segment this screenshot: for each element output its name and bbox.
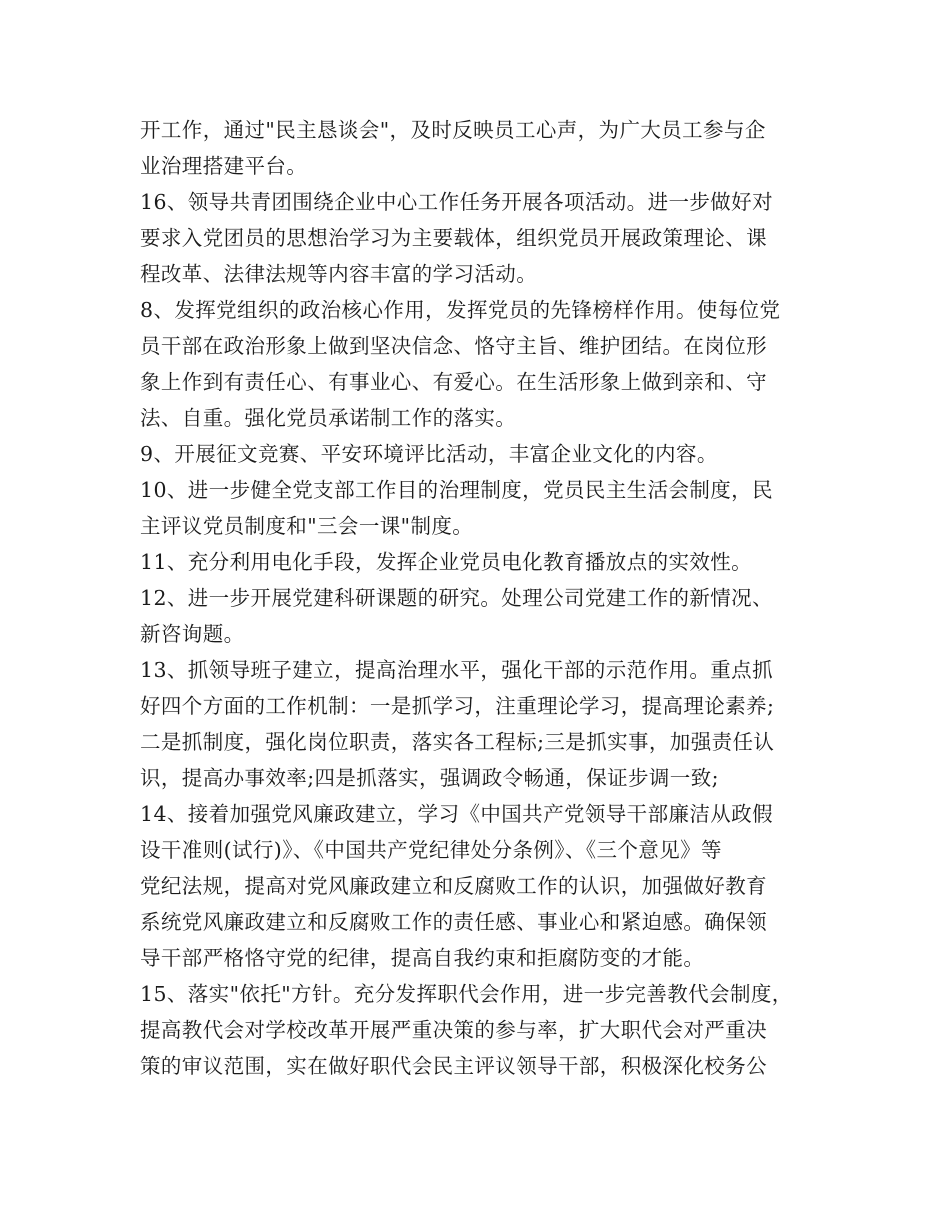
text-line: 员干部在政治形象上做到坚决信念、恪守主旨、维护团结。在岗位形	[140, 334, 767, 358]
text-line: 要求入党团员的思想治学习为主要载体，组织党员开展政策理论、课	[140, 226, 767, 250]
text-line: 新咨询题。	[140, 622, 245, 646]
text-line: 11、充分利用电化手段，发挥企业党员电化教育播放点的实效性。	[140, 550, 753, 574]
text-line: 12、进一步开展党建科研课题的研究。处理公司党建工作的新情况、	[140, 586, 773, 610]
text-line: 8、发挥党组织的政治核心作用，发挥党员的先锋榜样作用。使每位党	[140, 298, 781, 322]
text-line: 策的审议范围，实在做好职代会民主评议领导干部，积极深化校务公	[140, 1054, 767, 1078]
document-body	[140, 112, 830, 1084]
text-line: 提高教代会对学校改革开展严重决策的参与率，扩大职代会对严重决	[140, 1018, 767, 1042]
text-line: 主评议党员制度和"三会一课"制度。	[140, 514, 474, 538]
text-line: 10、进一步健全党支部工作目的治理制度，党员民主生活会制度，民	[140, 478, 773, 502]
text-line: 开工作，通过"民主恳谈会"，及时反映员工心声，为广大员工参与企	[140, 118, 766, 142]
text-line: 识，提高办事效率;四是抓落实，强调政令畅通，保证步调一致;	[140, 766, 719, 790]
text-line: 16、领导共青团围绕企业中心工作任务开展各项活动。进一步做好对	[140, 190, 773, 214]
text-line: 象上作到有责任心、有事业心、有爱心。在生活形象上做到亲和、守	[140, 370, 767, 394]
text-line: 系统党风廉政建立和反腐败工作的责任感、事业心和紧迫感。确保领	[140, 910, 767, 934]
text-line: 好四个方面的工作机制：一是抓学习，注重理论学习，提高理论素养;	[140, 694, 775, 718]
text-line: 导干部严格恪守党的纪律，提高自我约束和拒腐防变的才能。	[140, 946, 705, 970]
text-line: 13、抓领导班子建立，提高治理水平，强化干部的示范作用。重点抓	[140, 658, 773, 682]
text-line: 法、自重。强化党员承诺制工作的落实。	[140, 406, 517, 430]
text-line: 设干准则(试行)》、《中国共产党纪律处分条例》、《三个意见》等	[140, 838, 722, 862]
text-line: 9、开展征文竞赛、平安环境评比活动，丰富企业文化的内容。	[140, 442, 718, 466]
text-line: 15、落实"依托"方针。充分发挥职代会作用，进一步完善教代会制度，	[140, 982, 793, 1006]
text-line: 二是抓制度，强化岗位职责，落实各工程标;三是抓实事，加强责任认	[140, 730, 775, 754]
text-line: 业治理搭建平台。	[140, 154, 308, 178]
text-line: 14、接着加强党风廉政建立，学习《中国共产党领导干部廉洁从政假	[140, 802, 773, 826]
text-line: 程改革、法律法规等内容丰富的学习活动。	[140, 262, 538, 286]
text-line: 党纪法规，提高对党风廉政建立和反腐败工作的认识，加强做好教育	[140, 874, 767, 898]
